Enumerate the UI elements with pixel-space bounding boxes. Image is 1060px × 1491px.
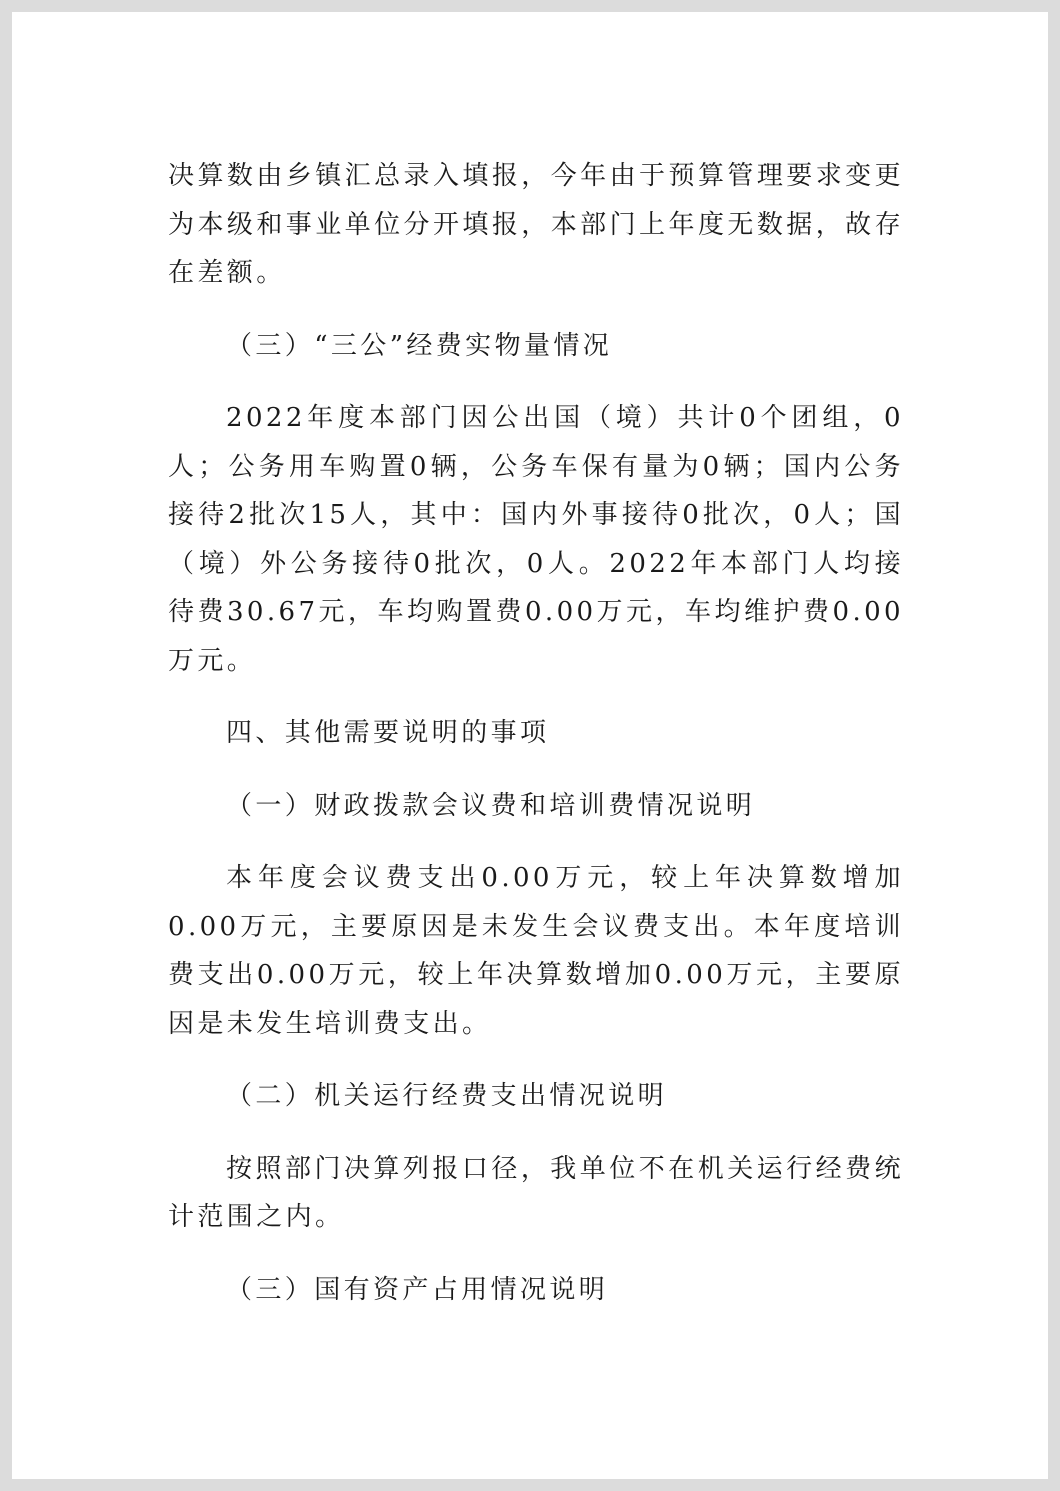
document-page (12, 12, 1048, 1479)
heading-three-public-quantity: （三）“三公”经费实物量情况 (226, 330, 613, 361)
heading-other-matters: 四、其他需要说明的事项 (226, 718, 550, 748)
heading-meeting-training-fees: （一）财政拨款会议费和培训费情况说明 (226, 790, 756, 821)
paragraph-operating-expenses-details: 按照部门决算列报口径，我单位不在机关运行经费统计范围之内。 (168, 1153, 904, 1232)
heading-state-assets: （三）国有资产占用情况说明 (226, 1274, 609, 1305)
paragraph-meeting-training-details: 本年度会议费支出0.00万元，较上年决算数增加0.00万元，主要原因是未发生会议费支出。本年度培训费支出0.00万元，较上年决算数增加0.00万元，主要原因是未发生培训费支出。 (168, 863, 904, 1039)
heading-operating-expenses: （二）机关运行经费支出情况说明 (226, 1081, 668, 1111)
paragraph-three-public-details: 2022年度本部门因公出国（境）共计0个团组，0人；公务用车购置0辆，公务车保有量为0辆；国内公务接待2批次15人，其中：国内外事接待0批次，0人；国（境）外公务接待0批次，0人。2022年本部门人均接待费30.67元，车均购置费0.00万元，车均维护费0.00万元。 (168, 403, 904, 676)
paragraph-budget-difference: 决算数由乡镇汇总录入填报，今年由于预算管理要求变更为本级和事业单位分开填报，本部门上年度无数据，故存在差额。 (168, 161, 904, 288)
document-body (168, 152, 904, 1314)
